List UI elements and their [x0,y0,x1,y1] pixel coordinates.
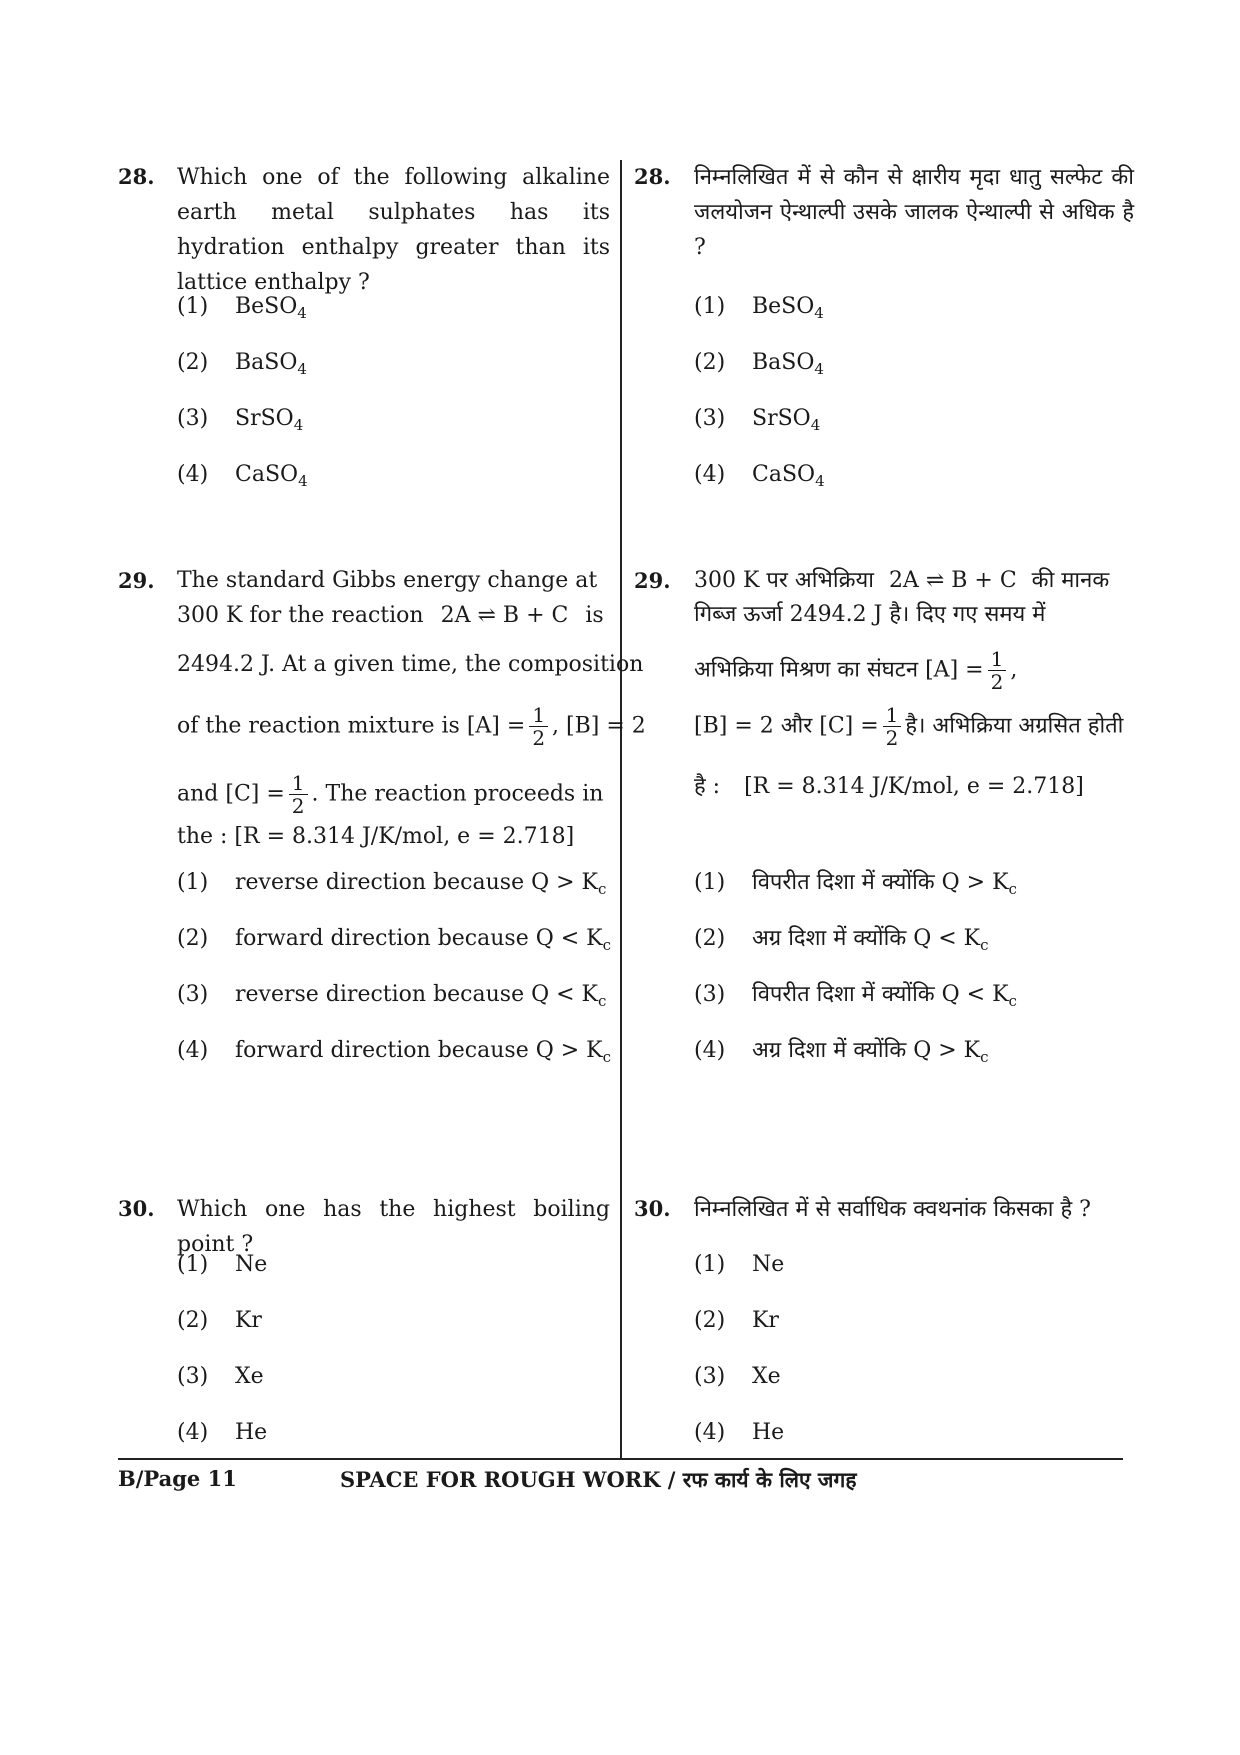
option-1[interactable]: (1) BeSO$_4$ [694,294,824,322]
rough-work-label: SPACE FOR ROUGH WORK / रफ कार्य के लिए जगह [340,1467,857,1492]
option-4[interactable]: (4) CaSO$_4$ [177,462,308,490]
fraction-one-half: $\frac{1}{2}$ [289,772,308,817]
option-3[interactable]: (3) reverse direction because $Q < K_c$ [177,982,607,1010]
question-line-5: and [C] = $\frac{1}{2}$ . The reaction proceeds in [177,771,604,818]
question-line-3: 2494.2 J. At a given time, the composition [177,652,644,677]
option-2[interactable]: (2) forward direction because $Q < K_c$ [177,926,612,954]
question-line-3: अभिक्रिया मिश्रण का संघटन [A] = $\frac{1}{2}$ , [694,647,1018,694]
question-number: 30. [634,1196,671,1221]
option-2[interactable]: (2) BaSO$_4$ [694,350,824,378]
question-number: 29. [118,568,155,593]
option-4[interactable]: (4) He [694,1420,785,1445]
option-2[interactable]: (2) अग्र दिशा में क्योंकि $Q < K_c$ [694,926,989,954]
option-3[interactable]: (3) Xe [177,1364,264,1389]
question-line-4: [B] = 2 और [C] = $\frac{1}{2}$ है। अभिक्रिया अग्रसित होती [694,703,1124,750]
question-number: 30. [118,1196,155,1221]
option-3[interactable]: (3) Xe [694,1364,781,1389]
question-line-6: the : [R = 8.314 J/K/mol, e = 2.718] [177,824,575,849]
fraction-one-half: $\frac{1}{2}$ [988,648,1007,693]
fraction-one-half: $\frac{1}{2}$ [529,704,548,749]
question-number: 28. [118,164,155,189]
option-1[interactable]: (1) Ne [177,1252,268,1277]
question-line-4: of the reaction mixture is [A] = $\frac{1}{2}$ , [B] = 2 [177,703,646,750]
option-1[interactable]: (1) Ne [694,1252,785,1277]
footer-rule [118,1458,1123,1460]
question-line-1: The standard Gibbs energy change at [177,568,598,593]
question-line-2: 300 K for the reaction 2A ⇌ B + C is [177,603,604,628]
question-line-2: गिब्ज ऊर्जा 2494.2 J है। दिए गए समय में [694,602,1046,627]
option-1[interactable]: (1) विपरीत दिशा में क्योंकि $Q > K_c$ [694,870,1017,898]
option-2[interactable]: (2) Kr [177,1308,262,1333]
option-3[interactable]: (3) SrSO$_4$ [177,406,304,434]
option-3[interactable]: (3) विपरीत दिशा में क्योंकि $Q < K_c$ [694,982,1017,1010]
option-4[interactable]: (4) CaSO$_4$ [694,462,825,490]
question-text: Which one has the highest boiling point ? [177,1197,610,1257]
page-number: B/Page 11 [118,1466,237,1491]
option-4[interactable]: (4) अग्र दिशा में क्योंकि $Q > K_c$ [694,1038,989,1066]
option-1[interactable]: (1) reverse direction because $Q > K_c$ [177,870,607,898]
question-line-1: 300 K पर अभिक्रिया 2A ⇌ B + C की मानक [694,568,1110,593]
option-1[interactable]: (1) BeSO$_4$ [177,294,307,322]
question-number: 28. [634,164,671,189]
question-text: निम्नलिखित में से कौन से क्षारीय मृदा धातु सल्फेट की जलयोजन ऐन्थाल्पी उसके जालक ऐन्थाल्पी से अधिक है ? [694,165,1134,260]
option-2[interactable]: (2) Kr [694,1308,779,1333]
question-number: 29. [634,568,671,593]
option-2[interactable]: (2) BaSO$_4$ [177,350,307,378]
question-text: निम्नलिखित में से सर्वाधिक क्वथनांक किसका है ? [694,1197,1091,1222]
question-line-5: है : [R = 8.314 J/K/mol, e = 2.718] [694,774,1084,799]
fraction-one-half: $\frac{1}{2}$ [883,704,902,749]
option-4[interactable]: (4) forward direction because $Q > K_c$ [177,1038,612,1066]
option-4[interactable]: (4) He [177,1420,268,1445]
column-divider [620,160,622,1458]
question-text: Which one of the following alkaline earth metal sulphates has its hydration enthalpy greater than its lattice enthalpy ? [177,165,610,295]
option-3[interactable]: (3) SrSO$_4$ [694,406,821,434]
